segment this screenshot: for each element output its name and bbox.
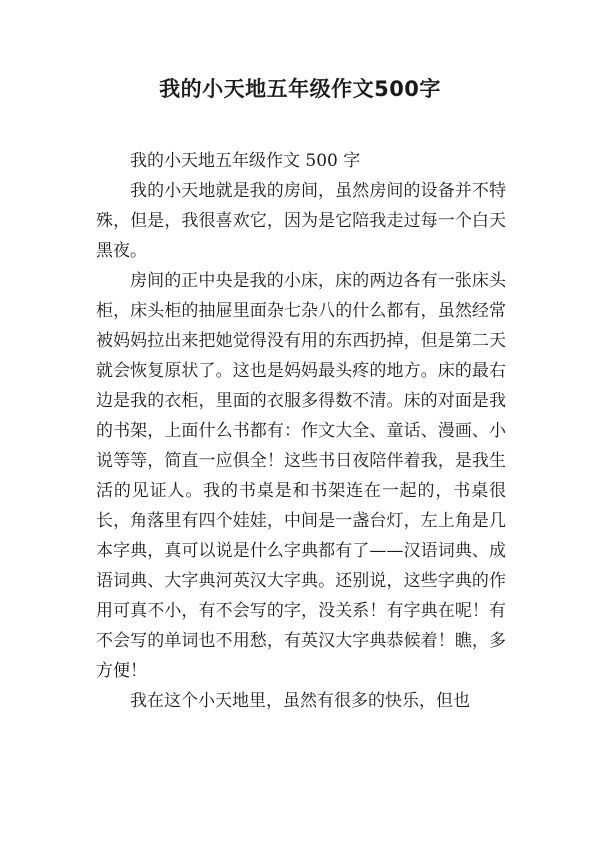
document-subtitle: 我的小天地五年级作文 500 字 [130, 151, 361, 171]
document-title: 我的小天地五年级作文500字 [159, 77, 441, 101]
paragraph-1: 我的小天地就是我的房间，虽然房间的设备并不特殊，但是，我很喜欢它，因为是它陪我走过每一个白天黑夜。 [96, 181, 506, 261]
document-body [96, 146, 506, 716]
paragraph-3: 我在这个小天地里，虽然有很多的快乐，但也 [130, 691, 470, 711]
paragraph-2: 房间的正中央是我的小床，床的两边各有一张床头柜，床头柜的抽屉里面杂七杂八的什么都有，虽然经常被妈妈拉出来把她觉得没有用的东西扔掉，但是第二天就会恢复原状了。这也是妈妈最头疼的地方。床的最右边是我的衣柜，里面的衣服多得数不清。床的对面是我的书架，上面什么书都有：作文大全、童话、漫画、小说等等，简直一应俱全！这些书日夜陪伴着我，是我生活的见证人。我的书桌是和书架连在一起的，书桌很长，角落里有四个娃娃，中间是一盏台灯，左上角是几本字典，真可以说是什么字典都有了——汉语词典、成语词典、大字典河英汉大字典。还别说，这些字典的作用可真不小，有不会写的字，没关系！有字典在呢！有不会写的单词也不用愁，有英汉大字典恭候着！瞧，多方便！ [96, 271, 506, 681]
